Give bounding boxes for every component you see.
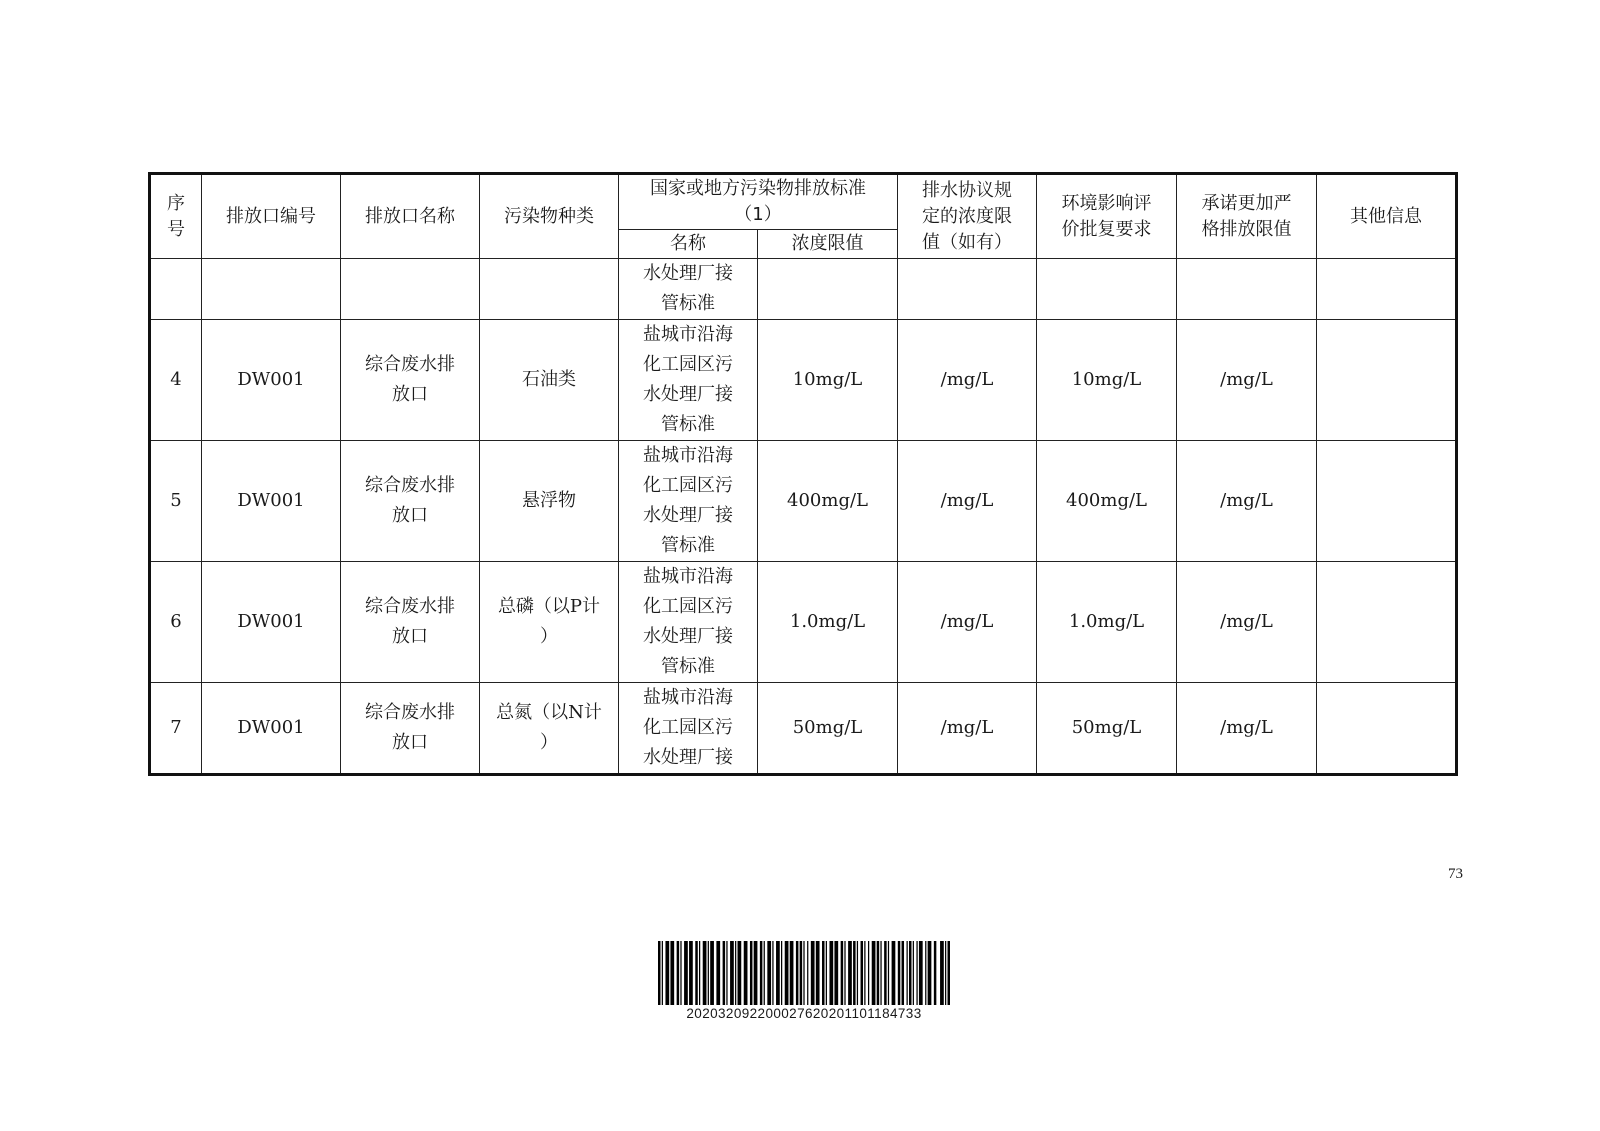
barcode-number: 20203209220002762020110118473​3	[686, 1006, 922, 1021]
cell-eia-requirement: 10mg/L	[1037, 320, 1177, 441]
cell-eia-requirement	[1037, 259, 1177, 320]
cell-stricter-limit: /mg/L	[1177, 683, 1317, 775]
barcode-bar	[658, 941, 660, 1005]
barcode-bar	[750, 941, 752, 1005]
barcode-bar	[680, 941, 681, 1005]
barcode-bar	[934, 941, 936, 1005]
barcode-bar	[684, 941, 688, 1005]
barcode-bar	[670, 941, 674, 1005]
cell-seq: 4	[150, 320, 202, 441]
barcode-bar	[925, 941, 926, 1005]
barcode-bar	[738, 941, 742, 1005]
header-outlet-code: 排放口编号	[202, 174, 341, 259]
barcode	[658, 941, 950, 1021]
barcode-bar	[902, 941, 904, 1005]
table-row	[150, 683, 1457, 775]
header-drainage-agreement: 排水协议规 定的浓度限 值（如有）	[898, 174, 1037, 259]
barcode-bar	[796, 941, 798, 1005]
barcode-bar	[940, 941, 944, 1005]
barcode-bar	[834, 941, 838, 1005]
header-row-1	[150, 174, 1457, 230]
cell-outlet-code	[202, 259, 341, 320]
barcode-bar	[744, 941, 748, 1005]
barcode-bar	[703, 941, 707, 1005]
barcode-bar	[760, 941, 762, 1005]
header-seq: 序 号	[150, 174, 202, 259]
barcode-bar	[888, 941, 889, 1005]
barcode-bar	[710, 941, 714, 1005]
barcode-bar	[811, 941, 815, 1005]
barcode-bar	[945, 941, 946, 1005]
cell-concentration-limit: 10mg/L	[758, 320, 898, 441]
barcode-bar	[772, 941, 773, 1005]
cell-drainage-agreement	[898, 259, 1037, 320]
cell-drainage-agreement: /mg/L	[898, 320, 1037, 441]
cell-outlet-code: DW001	[202, 562, 341, 683]
barcode-bar	[892, 941, 896, 1005]
cell-pollutant-type: 石油类	[480, 320, 619, 441]
cell-standard-name: 盐城市沿海 化工园区污 水处理厂接 管标准	[619, 320, 758, 441]
barcode-bar	[948, 941, 950, 1005]
barcode-bar	[826, 941, 827, 1005]
cell-pollutant-type: 悬浮物	[480, 441, 619, 562]
barcode-bar	[844, 941, 845, 1005]
barcode-bar	[726, 941, 727, 1005]
cell-pollutant-type	[480, 259, 619, 320]
table-row	[150, 441, 1457, 562]
barcode-bar	[767, 941, 771, 1005]
cell-outlet-code: DW001	[202, 320, 341, 441]
cell-pollutant-type: 总磷（以P计 ）	[480, 562, 619, 683]
barcode-bar	[803, 941, 804, 1005]
barcode-bar	[699, 941, 700, 1005]
header-pollutant-type: 污染物种类	[480, 174, 619, 259]
cell-drainage-agreement: /mg/L	[898, 683, 1037, 775]
cell-outlet-name: 综合废水排 放口	[341, 441, 480, 562]
cell-other-info	[1317, 259, 1457, 320]
cell-stricter-limit: /mg/L	[1177, 441, 1317, 562]
cell-other-info	[1317, 562, 1457, 683]
barcode-bar	[829, 941, 833, 1005]
barcode-bar	[790, 941, 794, 1005]
cell-stricter-limit: /mg/L	[1177, 562, 1317, 683]
cell-eia-requirement: 50mg/L	[1037, 683, 1177, 775]
barcode-bar	[716, 941, 720, 1005]
cell-seq: 7	[150, 683, 202, 775]
barcode-bar	[919, 941, 923, 1005]
cell-concentration-limit: 50mg/L	[758, 683, 898, 775]
barcode-bar	[781, 941, 782, 1005]
cell-other-info	[1317, 683, 1457, 775]
cell-concentration-limit	[758, 259, 898, 320]
cell-outlet-name: 综合废水排 放口	[341, 683, 480, 775]
page-number: 73	[1448, 866, 1463, 882]
barcode-bar	[841, 941, 843, 1005]
barcode-bar	[735, 941, 736, 1005]
cell-seq: 6	[150, 562, 202, 683]
barcode-bar	[807, 941, 808, 1005]
cell-standard-name: 盐城市沿海 化工园区污 水处理厂接 管标准	[619, 441, 758, 562]
barcode-bar	[907, 941, 908, 1005]
barcode-bar	[853, 941, 855, 1005]
barcode-bar	[665, 941, 669, 1005]
barcode-bar	[776, 941, 780, 1005]
permit-table-container	[148, 172, 1455, 776]
barcode-bar	[800, 941, 802, 1005]
cell-concentration-limit: 400mg/L	[758, 441, 898, 562]
barcode-bar	[857, 941, 858, 1005]
header-national-standard: 国家或地方污染物排放标准 （1）	[619, 174, 898, 230]
cell-concentration-limit: 1.0mg/L	[758, 562, 898, 683]
barcode-bar	[822, 941, 824, 1005]
cell-stricter-limit: /mg/L	[1177, 320, 1317, 441]
header-stricter-limit: 承诺更加严 格排放限值	[1177, 174, 1317, 259]
barcode-bar	[677, 941, 679, 1005]
cell-standard-name: 盐城市沿海 化工园区污 水处理厂接 管标准	[619, 562, 758, 683]
header-outlet-name: 排放口名称	[341, 174, 480, 259]
barcode-bar	[913, 941, 914, 1005]
barcode-bar	[723, 941, 725, 1005]
cell-standard-name: 水处理厂接 管标准	[619, 259, 758, 320]
cell-eia-requirement: 1.0mg/L	[1037, 562, 1177, 683]
cell-drainage-agreement: /mg/L	[898, 562, 1037, 683]
cell-pollutant-type: 总氮（以N计 ）	[480, 683, 619, 775]
cell-outlet-name: 综合废水排 放口	[341, 320, 480, 441]
cell-seq: 5	[150, 441, 202, 562]
cell-outlet-code: DW001	[202, 441, 341, 562]
barcode-bar	[861, 941, 863, 1005]
cell-outlet-name	[341, 259, 480, 320]
barcode-bar	[764, 941, 765, 1005]
barcode-bar	[877, 941, 879, 1005]
barcode-bar	[898, 941, 900, 1005]
barcode-bar	[909, 941, 911, 1005]
cell-eia-requirement: 400mg/L	[1037, 441, 1177, 562]
header-other-info: 其他信息	[1317, 174, 1457, 259]
barcode-bar	[868, 941, 869, 1005]
barcode-bar	[689, 941, 693, 1005]
header-concentration-limit: 浓度限值	[758, 230, 898, 259]
barcode-bar	[662, 941, 663, 1005]
barcode-bars	[658, 941, 950, 1005]
cell-outlet-code: DW001	[202, 683, 341, 775]
header-eia-requirement: 环境影响评 价批复要求	[1037, 174, 1177, 259]
barcode-bar	[872, 941, 876, 1005]
cell-seq	[150, 259, 202, 320]
barcode-bar	[884, 941, 886, 1005]
barcode-bar	[708, 941, 709, 1005]
barcode-bar	[928, 941, 932, 1005]
header-standard-name: 名称	[619, 230, 758, 259]
barcode-bar	[916, 941, 917, 1005]
cell-outlet-name: 综合废水排 放口	[341, 562, 480, 683]
barcode-bar	[864, 941, 865, 1005]
wastewater-discharge-table	[148, 172, 1458, 776]
cell-other-info	[1317, 441, 1457, 562]
cell-other-info	[1317, 320, 1457, 441]
table-row	[150, 562, 1457, 683]
barcode-bar	[754, 941, 758, 1005]
cell-stricter-limit	[1177, 259, 1317, 320]
barcode-bar	[730, 941, 734, 1005]
barcode-bar	[695, 941, 697, 1005]
cell-standard-name: 盐城市沿海 化工园区污 水处理厂接	[619, 683, 758, 775]
cell-drainage-agreement: /mg/L	[898, 441, 1037, 562]
barcode-bar	[880, 941, 881, 1005]
barcode-bar	[785, 941, 789, 1005]
table-row	[150, 320, 1457, 441]
barcode-bar	[816, 941, 820, 1005]
table-row-continued	[150, 259, 1457, 320]
barcode-bar	[848, 941, 852, 1005]
